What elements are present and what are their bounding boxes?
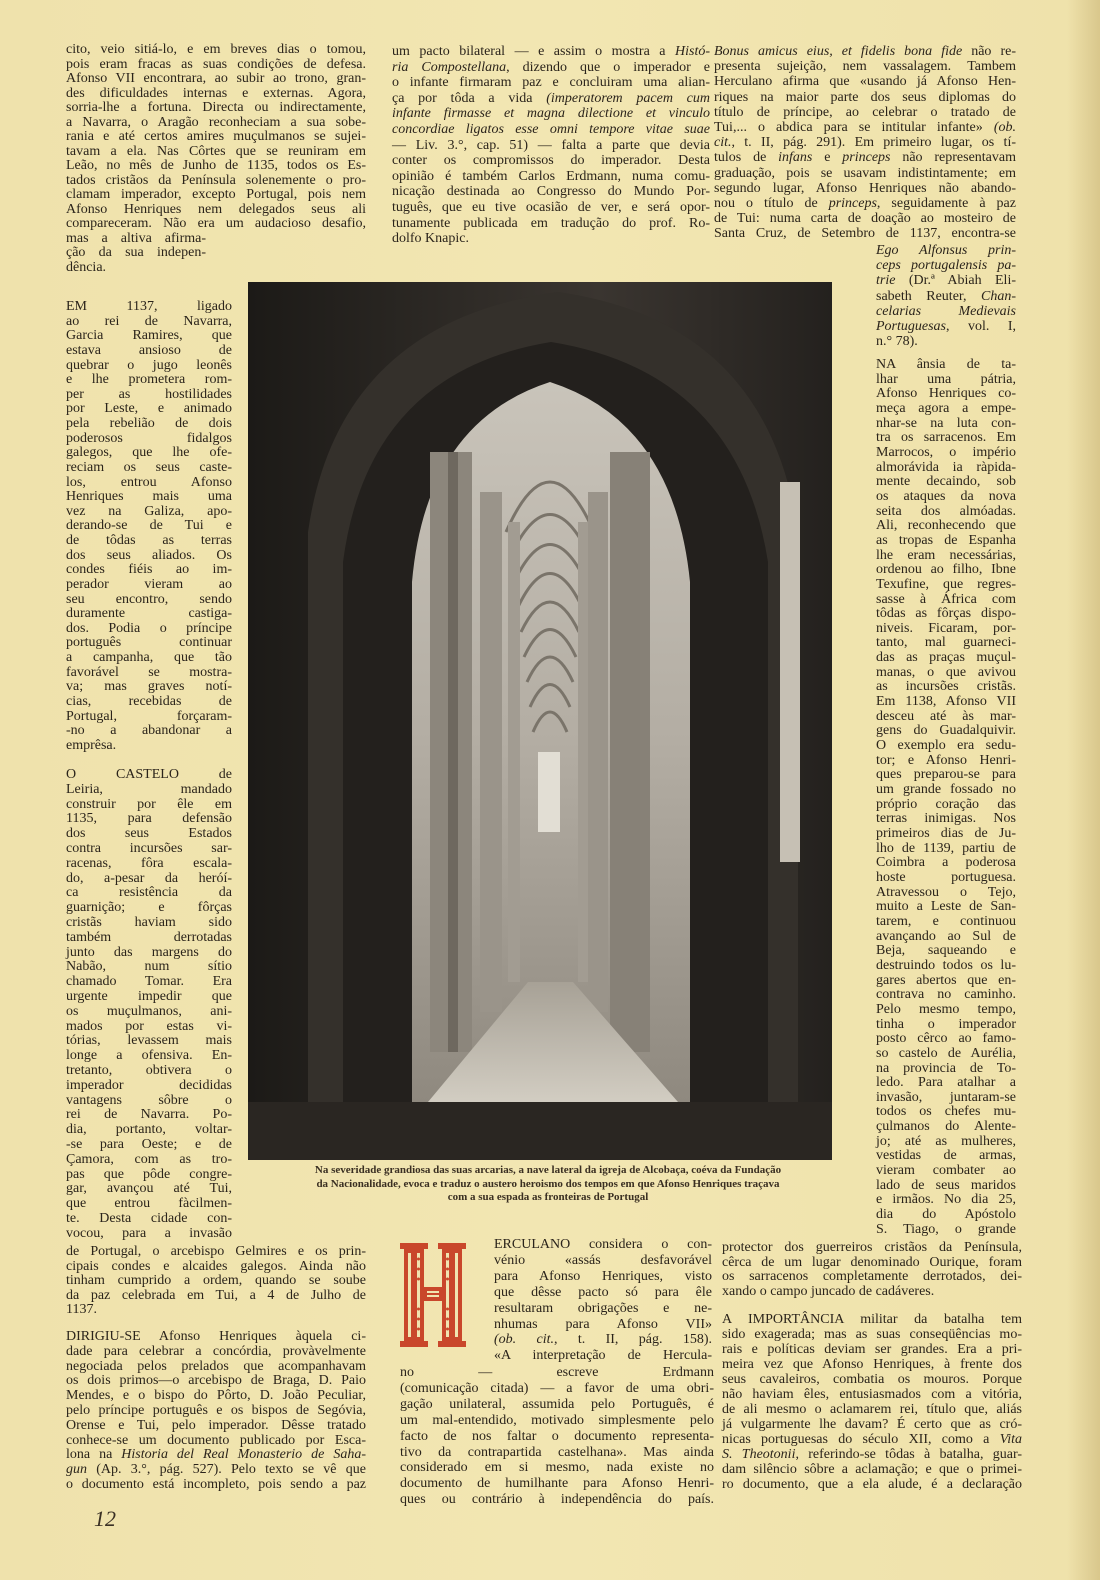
text-line: racenas, fôra escala- <box>66 855 232 871</box>
text-line: já vulgarmente lhe davam? É certo que as cró- <box>722 1417 1022 1432</box>
text-line: muito a Leste de San- <box>876 899 1016 915</box>
text-line: vantagens sôbre o <box>66 1092 232 1108</box>
text-line: de Portugal, o arcebispo Gelmires e os prin- <box>66 1244 366 1259</box>
text-line: gação unilateral, assumida pelo Português, é <box>400 1396 714 1412</box>
photo-alcobaca-nave <box>248 282 832 1160</box>
text-line: destruindo todos os lu- <box>876 957 1016 973</box>
text-line: e irmãos. No dia 25, <box>876 1192 1016 1208</box>
text-line: para Afonso Henriques, visto <box>494 1268 712 1284</box>
text-line: um grande fossado no <box>876 782 1016 798</box>
paragraph-o-castelo <box>66 768 232 1242</box>
text-line: Herculano afirma que «usando já Afonso Hen- <box>714 74 1016 90</box>
text-line: infante firmasse et magna dilectione et vinculo <box>392 106 710 122</box>
text-line: dos seus Estados <box>66 826 232 842</box>
text-line: lho de 1139, partiu de <box>876 840 1016 856</box>
text-line: do, a-pesar da heróí- <box>66 870 232 886</box>
paragraph-na-ansia-end <box>722 1241 1022 1300</box>
paragraph-herculano <box>494 1237 712 1364</box>
text-column-left-top <box>66 43 366 232</box>
text-line: Çamora, com as tro- <box>66 1151 232 1167</box>
text-line: imperador decididas <box>66 1077 232 1093</box>
text-line: 1137. <box>66 1302 97 1317</box>
text-line: protector dos guerreiros cristãos da Península, <box>722 1240 1022 1255</box>
text-line: sido exagerada; mas as suas conseqüências mo- <box>722 1327 1022 1342</box>
text-line: va; mas graves notí- <box>66 679 232 695</box>
text-line: ça por tôda a vida (imperatorem pacem cum <box>392 90 710 106</box>
text-line: ques preparou-se para <box>876 767 1016 783</box>
text-line: ceps portugalensis pa- <box>876 258 1016 274</box>
text-line: documento de humilhante para Afonso Henri- <box>400 1476 714 1492</box>
text-line: invasão, juntaram-se <box>876 1089 1016 1105</box>
text-line: per as hostilidades <box>66 386 232 402</box>
text-line: cristãs haviam sido <box>66 914 232 930</box>
text-line: Coimbra a poderosa <box>876 855 1016 871</box>
text-line: condes fiéis ao im- <box>66 562 232 578</box>
text-line: chamado Tomar. Era <box>66 974 232 990</box>
text-line: celarias Medievais <box>876 303 1016 319</box>
text-line: ro documento, que a ela alude, é a declaração <box>722 1477 1022 1492</box>
text-line: EM 1137, ligado <box>66 299 232 314</box>
text-line: de ali mesmo o aclamarem rei, título que, aliás <box>722 1402 1022 1417</box>
text-line: também derrotadas <box>66 929 232 945</box>
text-line: Garcia Ramires, que <box>66 328 232 344</box>
page-number: 12 <box>94 1506 116 1531</box>
text-line: nou o título de princeps, seguidamente à paz <box>714 196 1016 212</box>
text-line: nhar-se na luta con- <box>876 415 1016 431</box>
text-line: desceu até às mar- <box>876 708 1016 724</box>
text-line: que entrou fàcilmen- <box>66 1196 232 1212</box>
text-line: estava ansioso de <box>66 342 232 358</box>
text-line: DIRIGIU-SE Afonso Henriques àquela ci- <box>66 1329 366 1344</box>
text-line: Nabão, num sítio <box>66 959 232 975</box>
text-line: A IMPORTÂNCIA militar da batalha tem <box>722 1312 1022 1327</box>
text-line: perador vieram ao <box>66 576 232 592</box>
text-line: título de príncipe, ao celebrar o tratado de <box>714 104 1016 120</box>
text-line: favorável se mostra- <box>66 664 232 680</box>
text-line: nhumas para Afonso VII» <box>494 1316 712 1332</box>
text-line: graduação, pois se usavam indistintamente; em <box>714 165 1016 181</box>
text-line: na provincia de To- <box>876 1060 1016 1076</box>
text-line: tulos de infans e princeps não representavam <box>714 150 1016 166</box>
text-line: cito, veio sitiá-lo, e em breves dias o tomou, <box>66 42 366 57</box>
text-line: lhar uma pátria, <box>876 371 1016 387</box>
text-line: os muçulmanos, ani- <box>66 1003 232 1019</box>
text-line: um pacto bilateral — e assim o mostra a Histó- <box>392 44 710 59</box>
text-line: rania e até certos amires muçulmanos se sujei- <box>66 129 366 144</box>
text-line: ao rei de Navarra, <box>66 313 232 329</box>
text-line: considerado em si mesmo, nada existe no <box>400 1460 714 1476</box>
text-line: S. Theotonii, referindo-se tôdas à batalha, guar- <box>722 1447 1022 1462</box>
paragraph-dirigiu-se <box>66 1330 366 1493</box>
text-line: Santa Cruz, de Setembro de 1137, encontra-se <box>714 226 1016 242</box>
paragraph-a-importancia <box>722 1312 1022 1492</box>
text-line: ques ou contrário à independência do país. <box>400 1492 714 1508</box>
text-line: cipais condes e alcaides galegos. Ainda não <box>66 1258 366 1274</box>
text-line: O exemplo era sedu- <box>876 738 1016 754</box>
text-line: (ob. cit., t. II, pág. 158). <box>494 1332 713 1348</box>
text-line: lado de seus maridos <box>876 1177 1016 1193</box>
text-line: n.° 78). <box>876 334 918 350</box>
text-line: ledo. Para atalhar a <box>876 1075 1016 1091</box>
text-line: não haviam êles, entusiasmados com a vitória, <box>722 1387 1022 1402</box>
text-line: e lhe prometera rom- <box>66 372 232 388</box>
text-line: segundo lugar, Afonso Henriques não abando- <box>714 180 1016 196</box>
text-line: facto de nos faltar o documento representa- <box>400 1428 714 1444</box>
text-line: cias, recebidas de <box>66 693 232 709</box>
text-line: construir por êle em <box>66 796 232 812</box>
text-line: gun (Ap. 3.°, pág. 527). Pelo texto se vê que <box>66 1462 366 1478</box>
photo-caption <box>258 1164 838 1205</box>
text-line: dam silêncio sôbre a aclamação; e que o primei- <box>722 1462 1022 1477</box>
text-line: cit., t. II, pág. 291). Em primeiro lugar, os tí- <box>714 135 1016 151</box>
text-line: os ataques da nova <box>876 488 1016 504</box>
text-line: O CASTELO de <box>66 767 232 782</box>
text-line: gens do Guadalquivir. <box>876 723 1016 739</box>
text-line: tôdas as fôrças dispo- <box>876 606 1016 622</box>
text-line: tarem, e continuou <box>876 913 1016 929</box>
text-line: -no a abandonar a <box>66 723 232 739</box>
latin-citation <box>876 243 1016 349</box>
text-line: Ali, reconhecendo que <box>876 518 1016 534</box>
caption-line: com a sua espada as fronteiras de Portugal <box>447 1191 649 1203</box>
text-line: Bonus amicus eius, et fidelis bona fide não re- <box>714 44 1016 59</box>
text-line: dência. <box>66 259 107 275</box>
text-line: de tôdas as terras <box>66 533 232 548</box>
text-line: um mal-entendido, motivado simplesmente pelo <box>400 1412 714 1428</box>
text-line: dos. Podia o príncipe <box>66 620 232 636</box>
text-line: riques na maior parte dos seus diplomas do <box>714 89 1016 105</box>
text-line: das as praças muçul- <box>876 650 1016 666</box>
text-line: reciam os seus caste- <box>66 459 232 475</box>
text-line: ria Compostellana, dizendo que o imperador e <box>392 59 710 75</box>
text-line: poderosos fidalgos <box>66 430 232 446</box>
text-line: que dêsse pacto só para êle <box>494 1284 712 1300</box>
text-line: todos os chefes mu- <box>876 1104 1016 1120</box>
text-line: opinião é também Carlos Erdmann, numa comu- <box>392 168 710 184</box>
text-line: Portugal, forçaram- <box>66 708 232 724</box>
text-line: por Leste, e animado <box>66 401 232 417</box>
text-line: duramente castiga- <box>66 606 232 622</box>
text-line: guarnição; e fôrças <box>66 900 232 916</box>
text-line: as incursões cristãs. <box>876 679 1016 695</box>
text-line: a campanha, que tão <box>66 650 232 665</box>
text-line: xando o campo juncado de cadáveres. <box>722 1284 935 1300</box>
text-line: conhece-se um documento publicado por Esca- <box>66 1432 366 1448</box>
text-line: dos seus aliados. Os <box>66 547 232 563</box>
text-line: Leão, no mês de Junho de 1135, todos os Es- <box>66 158 366 173</box>
text-line: te. Desta cidade con- <box>66 1210 232 1226</box>
text-line: português continuar <box>66 635 232 651</box>
text-column-middle-top <box>392 44 710 247</box>
text-line: Texufine, que regres- <box>876 576 1016 592</box>
paragraph-em-1137 <box>66 300 232 753</box>
text-line: pela rebelião de dois <box>66 416 232 431</box>
text-line: sabeth Reuter, Chan- <box>876 288 1016 304</box>
text-line: vestidas de armas, <box>876 1148 1016 1164</box>
paragraph-herculano-end <box>400 1365 714 1508</box>
text-line: a Navarra, o Aragão reconheciam a sua sobe- <box>66 114 366 130</box>
caption-line: Na severidade grandiosa das suas arcarias, a nave lateral da igreja de Alcobaça, coéva da Fundação <box>314 1164 782 1176</box>
text-line: ca resistência da <box>66 885 232 901</box>
text-line: junto das margens do <box>66 944 232 960</box>
text-line: Marrocos, o império <box>876 444 1016 460</box>
text-line: «A interpretação de Hercula- <box>494 1348 712 1364</box>
text-line: Afonso Henriques co- <box>876 386 1016 402</box>
text-line: tor; e Afonso Henri- <box>876 752 1016 768</box>
text-line: (comunicação citada) — a favor de uma obri- <box>400 1380 714 1396</box>
text-line: ordenou ao filho, Ibne <box>876 562 1016 578</box>
text-line: presenta sujeição, nem vassalagem. Tambem <box>714 59 1016 75</box>
text-line: Henriques mais uma <box>66 489 232 505</box>
text-line: urgente impedir que <box>66 988 232 1004</box>
text-line: primeiros dias de Ju- <box>876 826 1016 841</box>
text-line: tinham cumprido a ordem, quando se soube <box>66 1273 366 1288</box>
text-line: resultaram obrigações e ne- <box>494 1300 712 1316</box>
text-line: da paz celebrada em Tui, a 4 de Julho de <box>66 1287 366 1303</box>
text-line: des dificuldades internas e externas. Agora, <box>66 85 366 101</box>
text-line: conter os compromissos do imperador. Desta <box>392 153 710 169</box>
text-line: vénio «assás desfavorável <box>494 1252 712 1268</box>
text-line: no — escreve Erdmann <box>400 1365 714 1380</box>
text-line: ção da sua indepen- <box>66 245 206 260</box>
text-line: nicação destinada ao Congresso do Mundo Por- <box>392 184 710 200</box>
text-line: vez na Galiza, apo- <box>66 503 232 519</box>
text-line: próprio coração das <box>876 796 1016 812</box>
text-line: tanto, mal guarneci- <box>876 635 1016 651</box>
text-line: seus cavaleiros, combatia os mouros. Porque <box>722 1372 1022 1387</box>
text-line: tra os sarracenos. Em <box>876 430 1016 446</box>
text-line: Mendes, e o bispo do Pôrto, D. João Peculiar, <box>66 1388 366 1404</box>
text-line: almorávida ia ràpida- <box>876 459 1016 475</box>
text-line: -se para Oeste; e de <box>66 1136 232 1152</box>
text-line: tórias, levassem mais <box>66 1033 232 1049</box>
text-line: vieram combater ao <box>876 1163 1016 1179</box>
text-line: tivo da contrapartida castelhana». Mas ainda <box>400 1444 714 1460</box>
text-line: los, entrou Afonso <box>66 474 232 490</box>
text-line: o documento está incompleto, pois sendo a paz <box>66 1476 366 1492</box>
text-line: S. Tiago, o grande <box>876 1221 1016 1237</box>
text-line: dia, portanto, voltar- <box>66 1122 232 1138</box>
text-line: Beja, saqueando e <box>876 943 1016 959</box>
text-line: cêrca de um lugar denominado Ourique, foram <box>722 1254 1022 1270</box>
text-line: vocou, para a invasão <box>66 1225 232 1241</box>
text-line: dade para celebrar a concórdia, provàvelmente <box>66 1343 366 1359</box>
text-line: as tropas de Espanha <box>876 532 1016 548</box>
text-line: compareceram. Não era um audacioso desafio, <box>66 216 366 231</box>
text-line: ERCULANO considera o con- <box>494 1237 712 1252</box>
text-column-right-top <box>714 44 1016 242</box>
text-line: pas que pôde congre- <box>66 1166 232 1182</box>
text-line: meça agora a empe- <box>876 400 1016 416</box>
text-line: de Tui: numa carta de doação ao mosteiro de <box>714 211 1016 227</box>
text-line: 1135, para defensão <box>66 811 232 827</box>
text-line: tunamente publicada em tradução do prof. Ro- <box>392 215 710 231</box>
text-line: seita dos almóadas. <box>876 503 1016 519</box>
text-line: so castelo de Aurélia, <box>876 1045 1016 1061</box>
text-line: tados cristãos da Península solenemente o pro- <box>66 172 366 188</box>
text-line: mas a altiva afirma- <box>66 230 206 246</box>
text-line: os dois primos—o arcebispo de Braga, D. Paio <box>66 1373 366 1389</box>
text-line: gar, avançou até Tui, <box>66 1181 232 1197</box>
text-line: galegos, que lhe ofe- <box>66 445 232 461</box>
paragraph-na-ansia <box>876 358 1016 1237</box>
text-line: clamam imperador, excepto Portugal, pois nem <box>66 187 366 202</box>
text-line: posto cêrco ao famo- <box>876 1031 1016 1047</box>
text-line: tavam a ela. Nas Côrtes que se reuniram em <box>66 143 366 159</box>
text-line: tinha o imperador <box>876 1016 1016 1032</box>
text-line: rais e políticas deviam ser grandes. Era a pri- <box>722 1342 1022 1357</box>
text-line: Atravessou o Tejo, <box>876 884 1016 900</box>
text-line: negociada pelos prelados que acompanhavam <box>66 1358 366 1374</box>
text-line: niveis. Ficaram, por- <box>876 620 1016 636</box>
text-line: manas, o que avivou <box>876 664 1016 680</box>
text-line: Portuguesas, vol. I, <box>876 319 1016 335</box>
text-line: gares abertos que en- <box>876 972 1016 988</box>
text-line: mente decaindo, sob <box>876 474 1016 490</box>
text-line: longe a ofensiva. En- <box>66 1048 232 1064</box>
text-line: çulmanos do Alente- <box>876 1119 1016 1135</box>
text-line: hoste portuguesa. <box>876 869 1016 885</box>
text-line: nicas portuguesas do século XII, como a Vita <box>722 1432 1022 1447</box>
text-line: pelo príncipe português e os bispos de Segóvia, <box>66 1402 366 1418</box>
text-line: tretanto, obtivera o <box>66 1062 232 1078</box>
text-line: Em 1138, Afonso VII <box>876 694 1016 710</box>
text-line: os sarracenos completamente derrotados, dei- <box>722 1269 1022 1285</box>
text-line: Leiria, mandado <box>66 781 232 797</box>
text-line: dolfo Knapic. <box>392 231 469 247</box>
paragraph-o-castelo-end <box>66 1245 366 1318</box>
text-line: contrava no caminho. <box>876 987 1016 1003</box>
text-line: lhe eram necessárias, <box>876 547 1016 563</box>
text-line: Orense e Tui, pelo imperador. Dêsse tratado <box>66 1417 366 1433</box>
text-line: Afonso VII encontrara, ao subir ao trono, gran- <box>66 71 366 86</box>
text-line: pois eram fracas as suas condições de defesa. <box>66 56 366 72</box>
text-line: concordiae ligatos esse omni tempore vitae suae <box>392 121 710 137</box>
text-line: Ego Alfonsus prin- <box>876 243 1016 258</box>
text-line: — Liv. 3.°, cap. 51) — falta a parte que devia <box>392 137 710 153</box>
text-line: dia do Apóstolo <box>876 1207 1016 1223</box>
text-line: derando-se de Tui e <box>66 518 232 534</box>
text-line: lona na Historia del Real Monasterio de Saha- <box>66 1447 366 1463</box>
text-column-left-top-end <box>66 232 206 276</box>
text-line: sasse à África com <box>876 591 1016 607</box>
text-line: seu encontro, sendo <box>66 591 232 607</box>
text-line: Afonso Henriques nem delegados seus ali <box>66 201 366 217</box>
text-line: o infante firmaram paz e concluiram uma alian- <box>392 75 710 91</box>
text-line: terras inimigas. Nos <box>876 811 1016 827</box>
text-line: emprêsa. <box>66 737 117 753</box>
text-line: sorria-lhe a fortuna. Directa ou indirectamente, <box>66 100 366 115</box>
caption-line: da Nacionalidade, evoca e traduz o austero heroismo dos tempos em que Afonso Henriques traçava <box>316 1177 780 1190</box>
text-line: contra incursões sar- <box>66 840 232 856</box>
text-line: tuguês, que eu tive ocasião de ver, e será opor- <box>392 199 710 215</box>
text-line: Tui,... o abdica para se intitular infante» (ob. <box>714 120 1016 136</box>
text-line: rei de Navarra. Po- <box>66 1107 232 1123</box>
text-line: NA ânsia de ta- <box>876 357 1016 372</box>
text-line: meira vez que Afonso Henriques, à frente dos <box>722 1357 1022 1372</box>
text-line: jo; até as mulheres, <box>876 1133 1016 1149</box>
text-line: trie (Dr.ª Abiah Eli- <box>876 273 1016 289</box>
text-line: quebrar o jugo leonês <box>66 357 232 373</box>
text-line: avançando ao Sul de <box>876 928 1016 944</box>
text-line: mados por estas vi- <box>66 1018 232 1034</box>
text-line: Pelo mesmo tempo, <box>876 1001 1016 1017</box>
drop-cap-h <box>400 1243 466 1347</box>
